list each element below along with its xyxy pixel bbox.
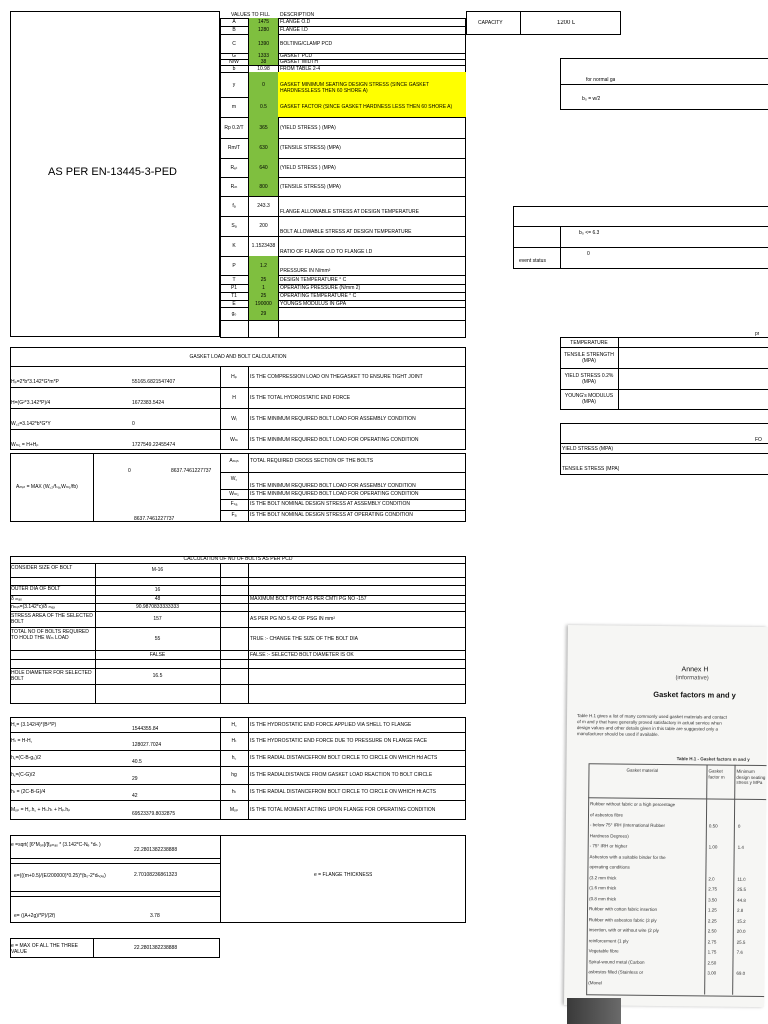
param-description: FLANGE ALLOWABLE STRESS AT DESIGN TEMPERATURE	[280, 209, 419, 215]
param-description: (YIELD STRESS ) (MPA)	[280, 164, 336, 171]
param-value: 38	[260, 59, 267, 65]
annex-material: (0.8 mm thick	[589, 895, 617, 902]
annex-material: Hardness Degrees)	[589, 832, 629, 839]
param-symbol: Rₑₜ	[230, 164, 238, 171]
annex-material: asbestos filled (Stainless or	[588, 969, 644, 975]
annex-intro-line: manufacturer should be used if available.	[576, 731, 659, 737]
param-description: GASKET FACTOR (SINCE GASKET HARDNESS LESS THEN 60 SHORE A)	[280, 104, 453, 110]
param-description: OPERATING TEMPERATURE ° C	[280, 293, 357, 299]
bolt-area-symbol: W꜀	[230, 476, 238, 482]
moment-formula: h꜀=(C-B-g₀)/2	[11, 755, 42, 761]
annex-m-value: 3.00	[707, 970, 717, 976]
annex-y-value: 25.5	[737, 886, 747, 892]
param-value: 1475	[257, 19, 270, 25]
annex-col1: Gasket material	[626, 767, 659, 773]
right-panel-2	[513, 206, 768, 269]
e2-value: 2.70108236861323	[134, 872, 178, 878]
moment-formula: Mₒₚ = H꜀.h꜀ + Hₜ.hₜ + Hₚ.hₚ	[11, 807, 71, 813]
description-header: DESCRIPTION	[280, 12, 315, 18]
param-symbol: Sₐ	[231, 223, 237, 229]
moment-value: 1544355.84	[132, 725, 159, 732]
bolt-count-row-line	[10, 684, 466, 685]
gasket-value: 55165.6821547407	[132, 379, 176, 385]
bolt-count-note: AS PER PG NO 5.42 OF PSG IN mm²	[250, 616, 336, 622]
annex-y-value: 2.8	[736, 907, 744, 913]
bolt-area-formula: Aₘᵢₙ = MAX (W꜀₂/fₛₐ,Wₘ₁/fb)	[16, 484, 78, 490]
gasket-description: IS THE COMPRESSION LOAD ON THEGASKET TO ENSURE TIGHT JOINT	[250, 374, 423, 380]
param-description: (YIELD STRESS ) (MPA)	[280, 124, 336, 131]
param-value: 25	[260, 293, 267, 299]
param-symbol: P1	[230, 285, 238, 291]
annex-material: Rubber without fabric or a high percentage	[590, 801, 676, 808]
annex-intro-line: Table H.1 gives a list of many commonly used gasket materials and contact	[577, 713, 727, 720]
emax-value: 22.2801382238888	[134, 945, 178, 951]
bolt-area-description: IS THE BOLT NOMINAL DESIGN STRESS AT ASSEMBLY CONDITION	[250, 501, 411, 507]
bolt-area-symbol: Wₘ₁	[229, 491, 239, 497]
bolt-count-label: HOLE DIAMETER FOR SELECTED BOLT	[11, 670, 92, 682]
moment-row-line	[10, 766, 466, 767]
b0-w2-label: b₀ = w/2	[582, 96, 601, 102]
annex-col2: Gasket factor m	[708, 768, 725, 780]
annex-m-value: 2.75	[708, 886, 718, 892]
bolt-count-title: CALCULATION OF NO OF BOLTS AS PER PCD	[183, 556, 293, 562]
moment-row-line	[10, 750, 466, 751]
moment-formula: H꜀= (3.142/4)*(B²*P)	[11, 721, 57, 728]
param-symbol: m	[231, 104, 237, 110]
param-description: BOLT ALLOWABLE STRESS AT DESIGN TEMPERATURE	[280, 229, 412, 235]
temperature-label: TEMPERATURE	[570, 340, 608, 346]
bolt-area-symbol: Fₐ	[231, 512, 237, 518]
param-value: 630	[259, 145, 268, 151]
b0-le-label: b₀ <= 6.3	[579, 230, 600, 236]
bolt-area-description: IS THE MINIMUM REQUIRED BOLT LOAD FOR OPERATING CONDITION	[250, 491, 419, 497]
moment-symbol: hₜ	[231, 789, 237, 795]
gasket-row-line	[10, 408, 466, 409]
gasket-value: 1672383.5424	[132, 400, 164, 406]
moment-value: 69523379.8032875	[132, 811, 176, 817]
bolt-count-note: FALSE :- SELECTED BOLT DIAMETER IS OK	[250, 651, 354, 658]
moment-row-line	[10, 784, 466, 785]
param-value: 640	[259, 164, 268, 171]
gasket-value: 0	[132, 421, 135, 427]
capacity-value: 1200 L	[557, 20, 576, 26]
param-value: 200	[259, 223, 268, 229]
moment-symbol: h꜀	[231, 755, 237, 761]
annex-table-title: Table H.1 - Gasket factors m and y	[676, 756, 750, 762]
param-value: 1280	[257, 27, 270, 33]
bolt-count-value: 55	[154, 635, 161, 642]
bolt-area-val1: 0	[128, 468, 131, 474]
param-description: GASKET WIDTH	[280, 59, 318, 65]
annex-m-value: 1.75	[707, 949, 717, 955]
param-symbol: b	[232, 65, 236, 72]
param-symbol: Rp 0.2/T	[224, 124, 244, 131]
youngs-modulus-label: YOUNG's MODULUS (MPA)	[564, 393, 614, 405]
bolt-count-label: OUTER DIA OF BOLT	[11, 586, 61, 592]
bolt-count-value: M-16	[151, 567, 164, 573]
gasket-formula: Hₚ=2*b*3.142*G*m*P	[11, 379, 59, 385]
annex-m-value: 2.75	[707, 938, 717, 945]
capacity-label: CAPACITY	[478, 20, 503, 26]
param-description: PRESSURE IN N/mm²	[280, 268, 331, 274]
e2-formula: e=(((m+0.5)/(E/200000)*0.25)*(b₀-2*dₕₒₗₑ)	[14, 873, 106, 879]
bolt-count-value: 48	[154, 596, 161, 602]
gasket-formula: Wₘ₁ = H+Hₚ	[11, 442, 39, 448]
param-symbol: fₐ	[232, 203, 236, 209]
annex-m-value: 2.50	[707, 959, 717, 966]
annex-h-scan	[564, 625, 768, 1007]
annex-m-value: 1.00	[708, 844, 718, 850]
annex-y-value: 1.4	[737, 844, 744, 850]
annex-m-value: 2.50	[707, 928, 717, 934]
bolt-area-symbol: Fₛₐ	[230, 501, 238, 507]
e1-formula: e =sqrt( [6*Mₒₚ]/[fₐₘₐₓ * (3.142*C-Nₑ *dₕ )	[11, 842, 101, 848]
annex-title: Annex H	[681, 666, 709, 674]
param-symbol: C	[232, 40, 236, 47]
annex-material: - below 75° IRH (International Rubber	[589, 822, 666, 829]
annex-material: Spiral-wound metal (Carbon	[588, 958, 645, 965]
bolt-count-row-line	[10, 577, 466, 578]
annex-material: Vegetable fibre	[588, 948, 619, 954]
moment-description: IS THE RADIAL DISTANCEFROM BOLT CIRCLE TO CIRCLE ON WHICH Hd ACTS	[250, 755, 438, 761]
param-symbol: A	[232, 19, 236, 25]
annex-material: reinforcement (1 ply	[588, 937, 629, 944]
bolt-area-description: TOTAL REQUIRED CROSS SECTION OF THE BOLTS	[250, 458, 374, 464]
param-row-line	[220, 216, 466, 217]
moment-formula: h꜀=(C-G)/2	[11, 772, 36, 778]
thickness-section	[10, 835, 466, 923]
gasket-formula: H=(G²*3.142*P)/4	[11, 400, 51, 406]
gasket-row-line	[10, 387, 466, 388]
param-symbol: N/W	[229, 59, 239, 65]
annex-material: Asbestos with a suitable binder for the	[589, 853, 666, 860]
e3-formula: e= ((A+2g)/*P)/(2f)	[14, 913, 56, 919]
gasket-value: 1727549.22455474	[132, 442, 176, 448]
param-value: 1390	[257, 40, 270, 47]
param-description: (TENSILE STRESS) (MPA)	[280, 183, 341, 190]
moment-row-line	[10, 800, 466, 801]
param-row-line	[220, 320, 466, 321]
param-symbol: Rₘ	[230, 183, 238, 190]
param-description: DESIGN TEMPERATURE ° C	[280, 276, 347, 283]
param-description: FLANGE O.D	[280, 19, 311, 25]
param-symbol: G	[232, 53, 236, 59]
annex-material: (3.2 mm thick	[589, 874, 617, 881]
annex-material: (Monel	[588, 979, 603, 985]
yield-stress-label: YIELD STRESS (MPA)	[562, 446, 614, 452]
gasket-symbol: Wₘ	[230, 437, 238, 443]
bolt-count-row-line	[10, 668, 466, 669]
param-value: 0.5	[260, 104, 267, 110]
param-symbol: T1	[231, 293, 237, 299]
moment-description: IS THE TOTAL MOMENT ACTING UPON FLANGE FOR OPERATING CONDITION	[250, 807, 436, 813]
param-symbol: P	[232, 262, 236, 269]
param-value: 800	[259, 183, 268, 190]
tensile-stress-label: TENSILE STRESS (MPA)	[562, 466, 620, 472]
param-value: 1.2	[260, 262, 267, 269]
pr-label: pr	[755, 331, 760, 337]
gasket-section-title: GASKET LOAD AND BOLT CALCULATION	[189, 354, 287, 360]
param-description: GASKET PCD	[280, 53, 313, 59]
gasket-formula: W꜀₂=3.142*b*G*Y	[11, 421, 51, 427]
event-status-label: event status	[519, 258, 546, 264]
moment-description: IS THE RADIAL DISTANCEFROM BOLT CIRCLE TO CIRCLE ON WHICH Ht ACTS	[250, 789, 436, 795]
left-title: AS PER EN-13445-3-PED	[48, 166, 177, 178]
param-description: RATIO OF FLANGE O.D TO FLANGE I.D	[280, 249, 373, 255]
param-row-line	[220, 236, 466, 237]
bolt-count-row-line	[10, 650, 466, 651]
e1-value: 22.2801382238888	[134, 847, 178, 853]
moment-symbol: H꜀	[231, 721, 237, 728]
annex-y-value: 69.0	[736, 970, 746, 976]
annex-material: Rubber with asbestos fabric (3 ply	[588, 916, 657, 923]
bolt-area-description: IS THE BOLT NOMINAL DESIGN STRESS AT OPERATING CONDITION	[250, 512, 413, 518]
moment-symbol: Mₒₚ	[229, 807, 239, 813]
bolt-area-symbol: Aₘᵢₙ	[229, 458, 239, 464]
param-description: FLANGE I.D	[280, 27, 308, 33]
moment-description: IS THE HYDROSTATIC END FORCE DUE TO PRESSURE ON FLANGE FACE	[250, 738, 428, 744]
param-value: 10.98	[257, 65, 270, 72]
annex-material: operating conditions	[589, 864, 630, 870]
param-symbol: E	[232, 300, 236, 307]
bolt-area-val3: 8637.7461227737	[134, 516, 175, 522]
annex-m-value: 2.25	[707, 917, 717, 924]
event-status-value: 0	[587, 251, 590, 257]
annex-material: Rubber with cotton fabric insertion	[589, 906, 658, 912]
bolt-count-row-line	[10, 627, 466, 628]
fo-label: FO	[755, 437, 762, 443]
gasket-description: IS THE MINIMUM REQUIRED BOLT LOAD FOR ASSEMBLY CONDITION	[250, 416, 416, 422]
annex-y-value: 0	[737, 823, 741, 829]
bolt-count-note: TRUE :- CHANGE THE SIZE OF THE BOLT DIA	[250, 635, 358, 642]
param-description: OPERATING PRESSURE (N/mm 2)	[280, 285, 361, 291]
moment-description: IS THE RADIALDISTANCE FROM GASKET LOAD REACTION TO BOLT CIRCLE	[250, 772, 433, 778]
gasket-description: IS THE MINIMUM REQUIRED BOLT LOAD FOR OPERATING CONDITION	[250, 437, 419, 443]
param-description: FROM TABLE 2-4	[280, 65, 321, 72]
bolt-count-value: 16	[154, 587, 161, 593]
moment-value: 42	[132, 793, 138, 799]
param-value: 190000	[255, 300, 272, 307]
bolt-count-note: MAXIMUM BOLT PITCH AS PER CMTI PG NO -157	[250, 596, 367, 602]
annex-material: insertion, with or without wire (2 ply	[588, 927, 659, 933]
param-value: 1.1523438	[251, 243, 276, 249]
annex-material: (1.6 mm thick	[589, 885, 617, 891]
annex-y-value: 44.8	[737, 897, 746, 903]
param-row-line	[220, 196, 466, 197]
moment-value: 128027.7024	[132, 742, 162, 748]
bolt-count-label: CONSIDER SIZE OF BOLT	[11, 565, 73, 571]
gasket-description: IS THE TOTAL HYDROSTATIC END FORCE	[250, 395, 351, 401]
moment-symbol: Hₜ	[231, 738, 237, 744]
param-value: 25	[260, 276, 267, 283]
param-symbol: K	[232, 243, 236, 249]
gasket-symbol: Hₚ	[231, 374, 237, 380]
param-value: 0	[262, 81, 265, 88]
moment-row-line	[10, 732, 466, 733]
annex-m-value: 2.0	[708, 875, 715, 882]
gasket-symbol: H	[232, 395, 236, 401]
moment-formula: Hₜ = H-H꜀	[11, 738, 33, 744]
bolt-count-label: TOTAL NO OF BOLTS REQUIRED TO HOLD THE Wₘ LOAD	[11, 629, 89, 641]
bolt-count-value: FALSE	[149, 651, 166, 658]
bolt-count-value: 157	[153, 616, 162, 622]
bolt-count-row-line	[10, 611, 466, 612]
annex-m-value: 0.50	[708, 823, 718, 829]
annex-intro-line: design values and other details given in this table are suggested only a	[576, 725, 719, 732]
moment-description: IS THE HYDROSTATIC END FORCE APPLIED VIA SHELL TO FLANGE	[250, 721, 412, 728]
annex-y-value: 20.0	[736, 928, 746, 934]
scan-fragment	[567, 998, 621, 1024]
gasket-row-line	[10, 429, 466, 430]
annex-y-value: 7.6	[736, 949, 743, 955]
gasket-symbol: Wᵢ	[231, 416, 237, 422]
param-value: 243.3	[257, 203, 270, 209]
bolt-count-label: δ ₘₐₓ	[11, 596, 22, 602]
moment-value: 29	[132, 776, 138, 782]
values-header: VALUES TO FILL	[231, 12, 270, 18]
param-value: 1	[262, 285, 265, 291]
moment-symbol: hg	[231, 772, 237, 778]
param-value: 365	[259, 124, 268, 131]
param-value: 1333	[257, 53, 270, 59]
param-symbol: B	[232, 27, 236, 33]
param-description: BOLTING/CLAMP PCD	[280, 40, 333, 47]
param-symbol: T	[232, 276, 236, 283]
annex-col3: Minimum design seating stress y MPa	[736, 768, 766, 786]
param-symbol: Rm/T	[227, 145, 241, 151]
bolt-count-label: nₘᵢₙ=(3.142*c)/δ ₘₐₓ	[11, 604, 56, 610]
annex-y-value: 15.2	[736, 918, 746, 924]
moment-value: 40.5	[132, 759, 142, 765]
annex-m-value: 1.25	[707, 907, 717, 913]
bolt-count-row-line	[10, 659, 466, 660]
emax-formula: e = MAX OF ALL THE THREE VALUE	[11, 943, 79, 955]
annex-heading: Gasket factors m and y	[653, 689, 736, 700]
normal-gasket-label: for normal ga	[586, 77, 616, 83]
bolt-count-label: STRESS AREA OF THE SELECTED BOLT	[11, 613, 93, 625]
annex-y-value: 11.0	[737, 876, 746, 882]
annex-material: of asbestos fibre	[589, 811, 624, 818]
annex-y-value: 25.5	[736, 939, 746, 945]
param-description: (TENSILE STRESS) (MPA)	[280, 145, 341, 151]
tensile-strength-label: TENSILE STRENGTH (MPA)	[564, 352, 614, 364]
flange-thickness-note: e = FLANGE THICKNESS	[314, 872, 373, 878]
param-symbol: y	[232, 81, 236, 88]
param-value: 29	[260, 310, 267, 317]
bolt-area-val2: 8637.7461227737	[171, 468, 212, 474]
moment-formula: hₜ = (2C-B-G)/4	[11, 789, 46, 795]
annex-intro-line: of m and y that have generally proved satisfactory in actual service when	[576, 719, 722, 726]
param-symbol: gₒ	[231, 310, 237, 317]
annex-material: - 75° IRH or higher	[589, 843, 628, 849]
bolt-area-description: IS THE MINIMUM REQUIRED BOLT LOAD FOR ASSEMBLY CONDITION	[250, 483, 416, 489]
bolt-count-value: 90.9870833333333	[135, 604, 180, 610]
e3-value: 3.78	[150, 913, 160, 919]
annex-subtitle: (informative)	[675, 675, 709, 682]
param-description: GASKET MINIMUM SEATING DESIGN STRESS (SINCE GASKET HARDNESSLESS THEN 60 SHORE A)	[280, 81, 429, 94]
yield-stress-02-label: YIELD STRESS 0.2% (MPA)	[564, 373, 614, 385]
bolt-count-value: 16.5	[152, 673, 163, 679]
param-description: YOUNGS MODULUS IN GPA	[280, 300, 347, 307]
annex-m-value: 3.50	[708, 896, 717, 903]
